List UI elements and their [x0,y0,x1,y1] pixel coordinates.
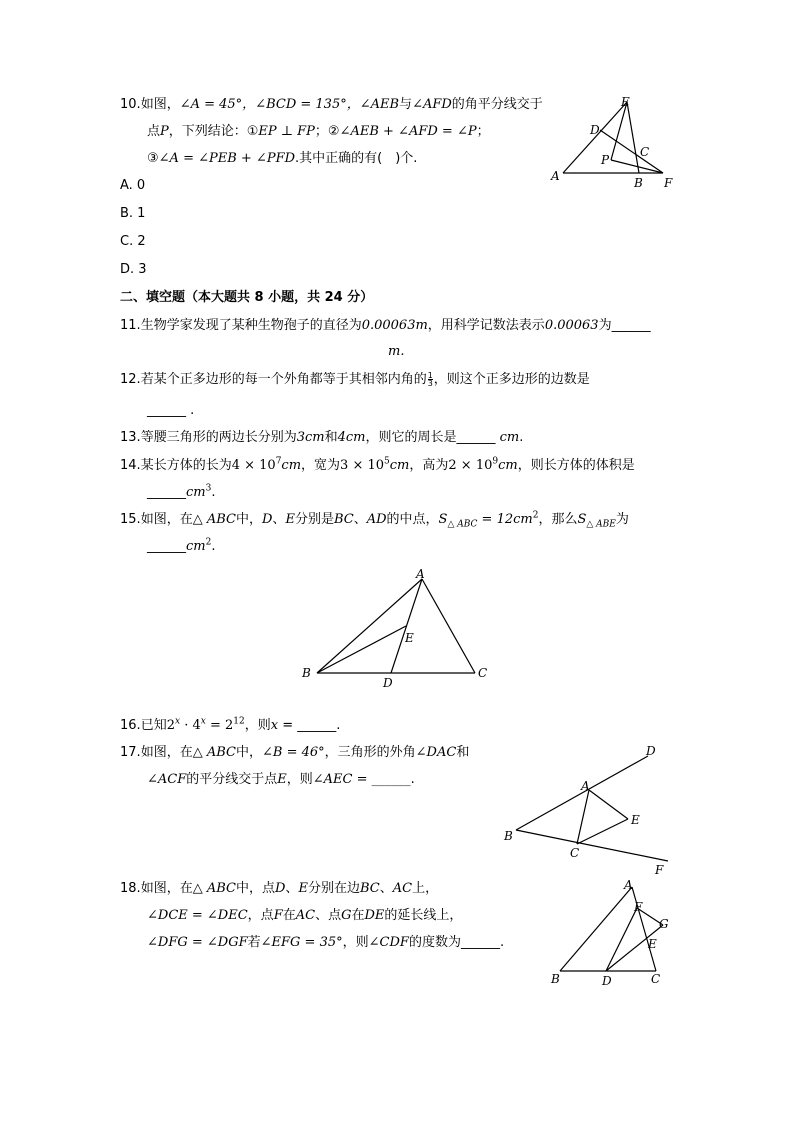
question-number: 13. [120,430,141,445]
label-a: A [551,169,560,183]
q11-line1: 11.生物学家发现了某种生物孢子的直径为0.00063m，用科学记数法表示0.00063为______ [120,318,651,333]
label-d: D [383,676,393,690]
question-number: 14. [120,458,141,473]
ray-bf [516,830,668,861]
q18-line2: ∠DCE = ∠DEC，点F在AC、点G在DE的延长线上， [147,908,463,923]
section-heading: 二、填空题（本大题共 8 小题，共 24 分） [120,290,374,305]
label-p: P [601,153,610,167]
question-number: 18. [120,881,141,896]
q16-line1: 16.已知$2^x \cdot 4^x = 2^{12}$，则x = ______. [120,716,341,733]
q10-option-c: C. 2 [120,234,146,249]
q12-line2: ______ . [147,403,195,418]
question-number: 11. [120,318,141,333]
fraction: $\frac{1}{3}$ [427,371,433,388]
label-f: F [634,900,643,914]
question-number: 10. [120,97,141,112]
label-b: B [302,666,311,680]
label-a: A [581,779,590,793]
q14-line1: 14.某长方体的长为$4 \times 10^7cm$，宽为$3 \times 10^5cm$，高为$2 \times 10^9cm$，则长方体的体积是 [120,456,635,473]
label-b: B [504,829,513,843]
label-d: D [602,974,612,988]
label-e: E [621,95,630,109]
label-a: A [624,878,633,892]
q10-option-b: B. 1 [120,206,146,221]
label-f: F [664,176,673,190]
seg-eb [627,102,639,173]
label-e: E [648,937,657,951]
q10-option-a: A. 0 [120,178,146,193]
q18-figure [545,875,680,990]
q18-line3: ∠DFG = ∠DGF若∠EFG = 35°，则∠CDF的度数为______. [147,935,505,950]
q18-line1: 18.如图，在△ ABC中，点D、E分别在边BC、AC上， [120,881,439,896]
question-number: 15. [120,512,141,527]
q10-line2: 点P，下列结论：①EP ⊥ FP；②∠AEB + ∠AFD = ∠P； [147,124,490,139]
question-number: 17. [120,745,141,760]
q15-line1: 15.如图，在△ ABC中，D、E分别是BC、AD的中点，$S_{\triangle ABC} = 12cm^2$，那么$S_{\triangle ABE}$为 [120,510,629,530]
q14-line2: $\_\_\_\_\_\_cm^3$. [147,483,216,500]
q17-line1: 17.如图，在△ ABC中，∠B = 46°，三角形的外角∠DAC和 [120,745,470,760]
seg-ae [589,790,628,819]
question-number: 12. [120,372,141,387]
q10-figure [545,90,685,195]
label-d: D [590,123,600,137]
label-c: C [640,145,650,159]
label-c: C [478,666,488,680]
seg-df [600,130,663,173]
q17-line2: ∠ACF的平分线交于点E，则∠AEC = ______. [147,772,415,787]
q17-figure [500,740,680,880]
q12-line1: 12.若某个正多边形的每一个外角都等于其相邻内角的 $\frac{1}{3}$ ，则这个正多边形的边数是 [120,371,590,388]
q13-line1: 13.等腰三角形的两边长分别为3cm和4cm，则它的周长是______ cm. [120,430,524,445]
q10-option-d: D. 3 [120,262,147,277]
q15-figure [295,562,500,692]
label-e: E [405,631,414,645]
label-a: A [416,567,425,581]
seg-ce [577,819,628,844]
seg-ac [577,790,589,844]
label-e: E [631,813,640,827]
label-c: C [570,846,580,860]
label-b: B [634,176,643,190]
seg-ac [422,579,475,673]
seg-df [606,908,637,971]
question-number: 16. [120,718,141,733]
label-d: D [646,744,656,758]
label-b: B [551,972,560,986]
q11-line2: m. [388,344,405,359]
label-f: F [655,863,664,877]
q15-line2: $\_\_\_\_\_\_cm^2$. [147,537,216,554]
q10-line3: ③∠A = ∠PEB + ∠PFD.其中正确的有( )个. [147,151,418,166]
label-g: G [659,917,669,931]
q10-line1: 10.如图，∠A = 45°，∠BCD = 135°，∠AEB与∠AFD的角平分线交于 [120,97,543,112]
label-c: C [651,972,661,986]
